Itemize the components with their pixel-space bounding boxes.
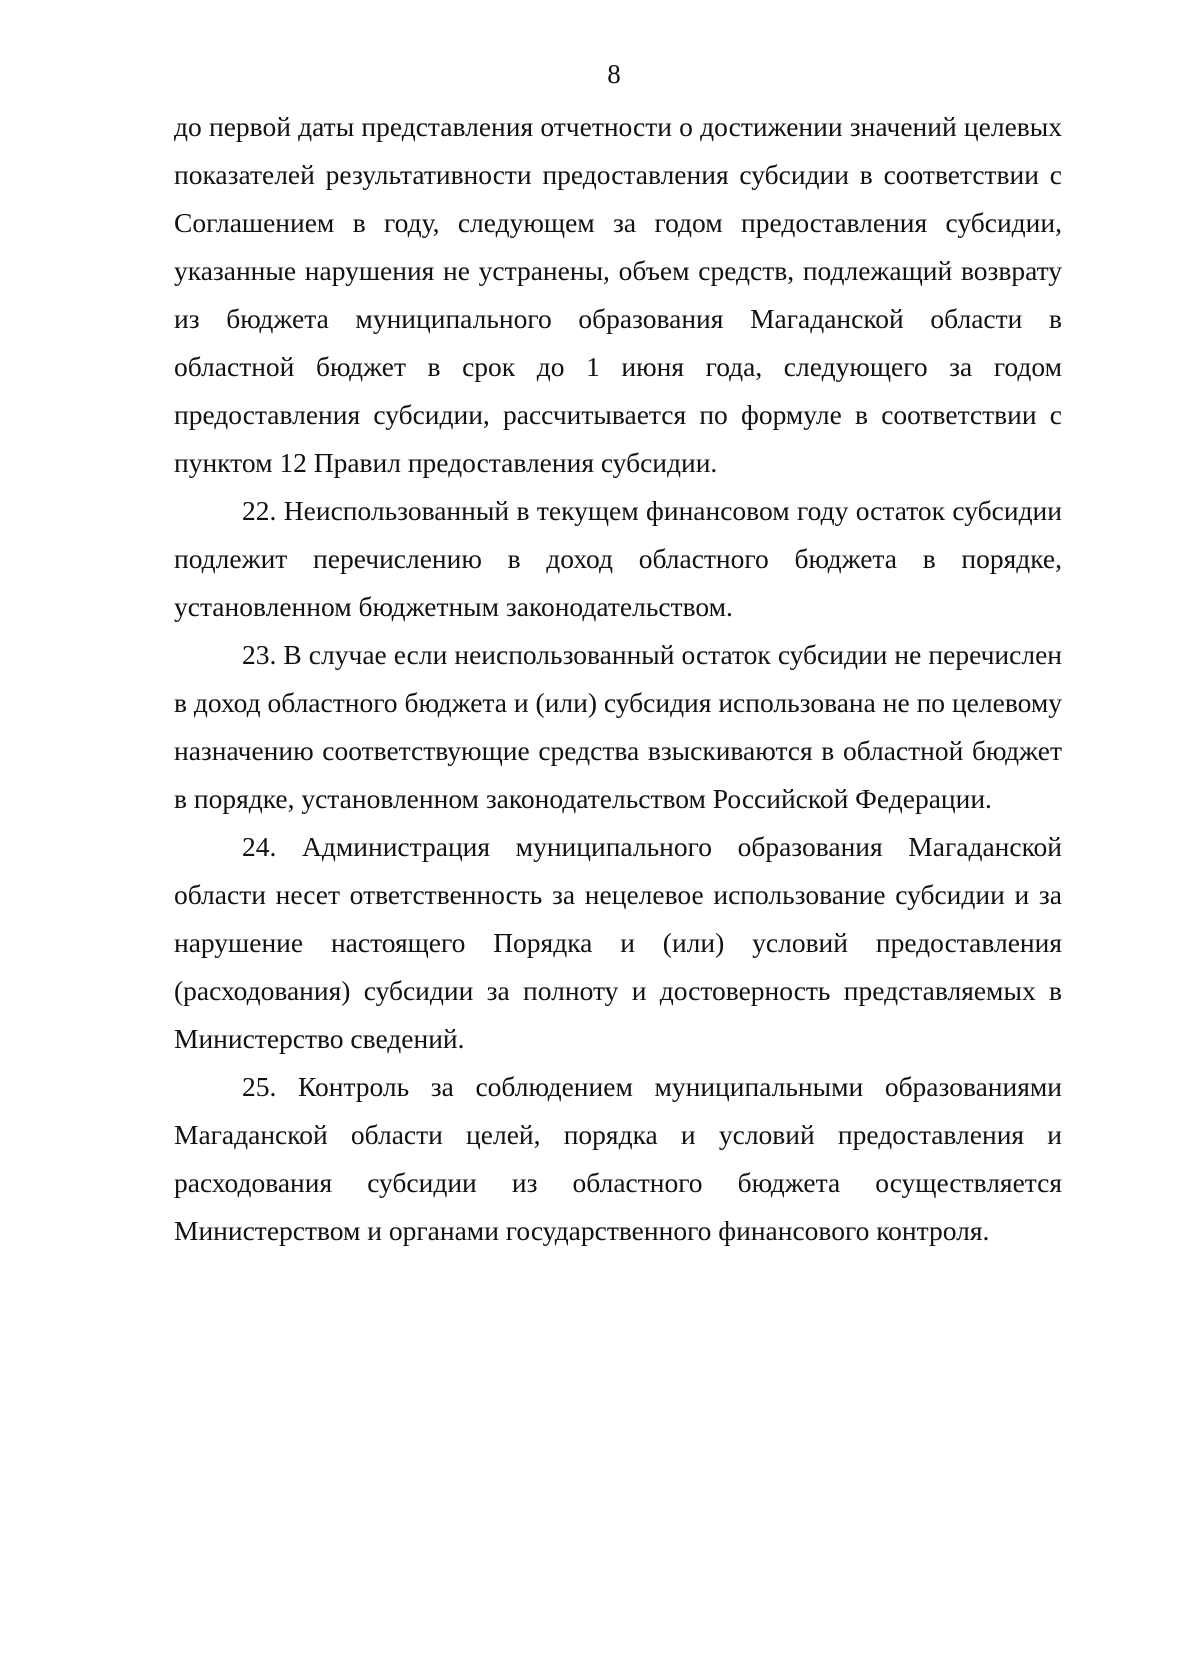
paragraph-24: 24. Администрация муниципального образования Магаданской области несет ответственность за нецелевое использование субсидии и за нарушение настоящего Порядка и (или) условий предоставления (расходования) субсидии за полноту и достоверность представляемых в Министерство сведений. (174, 831, 1062, 1054)
paragraph-23: 23. В случае если неиспользованный остаток субсидии не перечислен в доход областного бюджета и (или) субсидия использована не по целевому назначению соответствующие средства взыскиваются в областной бюджет в порядке, установленном законодательством Российской Федерации. (174, 639, 1062, 814)
paragraph-continuation: до первой даты представления отчетности о достижении значений целевых показателей результативности предоставления субсидии в соответствии с Соглашением в году, следующем за годом предоставления субсидии, указанные нарушения не устранены, объем средств, подлежащий возврату из бюджета муниципального образования Магаданской области в областной бюджет в срок до 1 июня года, следующего за годом предоставления субсидии, рассчитывается по формуле в соответствии с пунктом 12 Правил предоставления субсидии. (174, 111, 1062, 478)
paragraph-22: 22. Неиспользованный в текущем финансовом году остаток субсидии подлежит перечислению в доход областного бюджета в порядке, установленном бюджетным законодательством. (174, 495, 1062, 622)
paragraph-25: 25. Контроль за соблюдением муниципальными образованиями Магаданской области целей, порядка и условий предоставления и расходования субсидии из областного бюджета осуществляется Министерством и органами государственного финансового контроля. (174, 1071, 1062, 1246)
document-body (174, 103, 1062, 1255)
page-number: 8 (607, 59, 621, 89)
